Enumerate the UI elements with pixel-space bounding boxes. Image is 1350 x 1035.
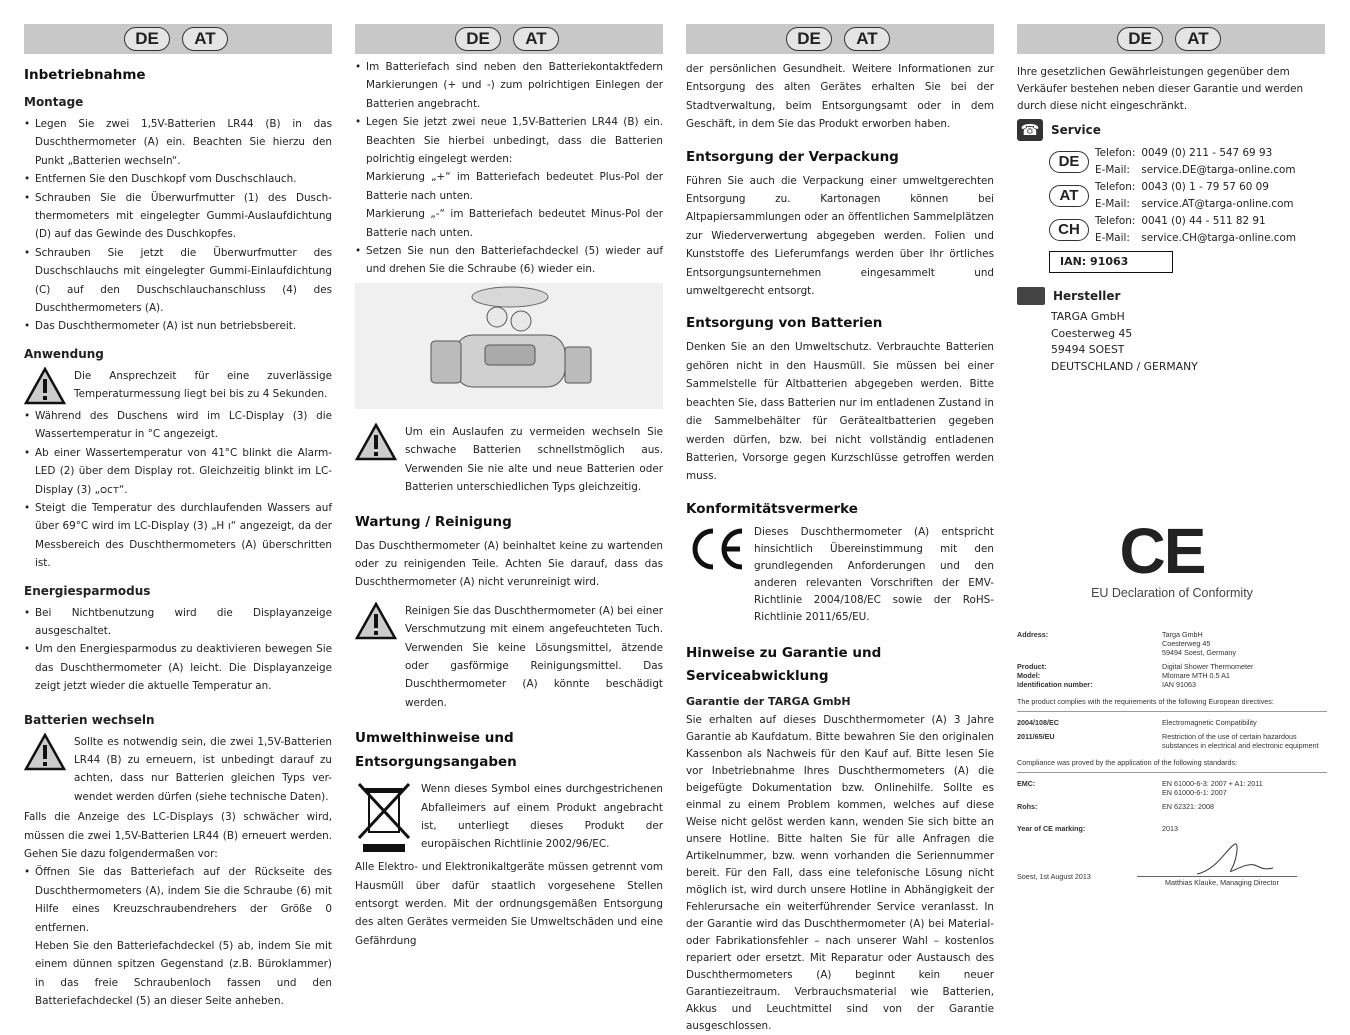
signature-image xyxy=(1187,840,1277,880)
list-item: • Bei Nichtbenutzung wird die Displayanzeige ausgeschaltet. xyxy=(35,604,332,641)
field-value: 59494 Soest, Germany xyxy=(1162,648,1236,657)
list-item: • Um den Energiesparmodus zu deaktivieren bewegen Sie das Duschthermometer (A) leicht. Die Displayanzeige zeigt jetzt wieder die aktuelle Temperatur an. xyxy=(35,640,332,695)
label: Telefon: xyxy=(1095,215,1136,227)
warning-text: Um ein Auslaufen zu vermeiden wechseln Sie schwache Batterien schnellstmöglich aus. Verwenden Sie nie alte und neue Batterien oder Batterien unterschiedlichen Typs gleichzeitig. xyxy=(405,425,663,494)
ce-text: Dieses Duschthermometer (A) entspricht hinsichtlich Übereinstimmung mit den grundlegenden Anforderungen und den anderen relevanten Vorschriften der EMV-Richtlinie 2004/108/EC sowie der RoHS-Richtlinie 2011/65/EU. xyxy=(754,525,994,623)
paragraph: Das Duschthermometer (A) beinhaltet keine zu wartenden oder zu reinigenden Teile. Achten Sie darauf, dass das Duschthermometer (A) nicht verunreinigt wird. xyxy=(355,539,663,589)
manufacturer-address xyxy=(1051,309,1325,375)
field-label: Address: xyxy=(1017,630,1049,639)
subsection-title: Batterien wechseln xyxy=(24,712,155,727)
section-title: Hinweise zu Garantie und Serviceabwicklung xyxy=(686,644,882,684)
ce-mark-icon xyxy=(686,524,746,574)
lang-badge-at: AT xyxy=(844,27,890,51)
field-label: Rohs: xyxy=(1017,802,1038,811)
paragraph: Markierung „-“ im Batteriefach bedeutet Minus-Pol der Batterie nach unten. xyxy=(366,208,663,239)
paragraph: Sie erhalten auf dieses Duschthermometer (A) 3 Jahre Garantie ab Kaufdatum. Bitte bewahren Sie den originalen Kassenbon als Nachweis für den Kauf auf. Bitte lesen Sie vor Inbetriebnahme Ihres Duschthermometers (A) die beigefügte Dokumentation bzw. Onlinehilfe. Sollte es einmal zu einem Problem kommen, welches auf diese Weise nicht gelöst werden kann, wenden Sie sich bitte an unsere Hotline. Bitte halten Sie für alle Anfragen die Artikelnummer, bzw. wenn vorhanden die Seriennummer bereit. Für den Fall, dass eine telefonische Lösung nicht möglich ist, wird durch unsere Hotline in Abhängigkeit der Fehlerursache ein weiterführender Service veranlasst. In der Garantie wird das Duschthermometer (A) bei Material- oder Fabrikationsfehler – nach unserer Wahl – kostenlos repariert oder ersetzt. Mit Reparatur oder Austausch des Duschthermometers (A) beginnt kein neuer Garantiezeitraum. Verbrauchsmaterial wie Batterien, Akkus und Leuchtmittel sind von der Garantie ausgeschlossen. xyxy=(686,713,994,1032)
ian-box: IAN: 91063 xyxy=(1049,251,1173,273)
field-value: EN 62321: 2008 xyxy=(1162,802,1214,811)
field-label: EMC: xyxy=(1017,779,1036,788)
section-title: Umwelthinweise und Entsorgungsangaben xyxy=(355,730,517,771)
warning-icon xyxy=(355,602,397,640)
signer-name: Matthias Klauke, Managing Director xyxy=(1165,878,1279,887)
hersteller-heading xyxy=(1017,287,1325,305)
service-table xyxy=(1049,145,1302,247)
field-label: Product: xyxy=(1017,662,1047,671)
declaration-table xyxy=(1017,630,1327,838)
list-item: • Während des Duschens wird im LC-Display (3) die Wassertemperatur in °C angezeigt. xyxy=(35,407,332,444)
directive-note: The product complies with the requirements of the following European directives: xyxy=(1017,694,1327,712)
lang-badge-at: AT xyxy=(1175,27,1221,51)
signature-area xyxy=(1017,838,1327,890)
place-date: Soest, 1st August 2013 xyxy=(1017,872,1091,881)
warning-text: Reinigen Sie das Duschthermometer (A) bei einer Verschmutzung mit einem angefeuchteten Tuch. Verwenden Sie keine Lösungsmittel, ätzende oder gasförmige Reinigungsmittel. Das Duschthermometer (A) könnte beschädigt werden. xyxy=(405,604,663,709)
standards-note: Compliance was proved by the application of the following standards: xyxy=(1017,755,1327,773)
language-header xyxy=(686,24,994,54)
address-line: TARGA GmbH xyxy=(1051,310,1125,323)
lang-badge-at: AT xyxy=(513,27,559,51)
weee-block xyxy=(355,780,663,856)
weee-text: Wenn dieses Symbol eines durchgestrichenen Abfalleimers auf einem Produkt angebracht ist, unterliegt dieses Produkt der europäischen Richtlinie 2002/96/EC. xyxy=(421,783,663,851)
paragraph: der persönlichen Gesundheit. Weitere Informationen zur Entsorgung des alten Gerätes erhalten Sie bei der Stadtverwaltung, beim Entsorgungsamt oder in dem Geschäft, in dem Sie das Produkt erworben haben. xyxy=(686,63,994,131)
field-value: Restriction of the use of certain hazardous substances in electrical and electronic equipment xyxy=(1162,732,1319,750)
warning-block xyxy=(355,423,663,497)
lang-badge-de: DE xyxy=(455,27,501,51)
truck-icon xyxy=(1017,287,1045,305)
field-value: Coesterweg 45 xyxy=(1162,639,1211,648)
paragraph: Markierung „+“ im Batteriefach bedeutet Plus-Pol der Batterie nach unten. xyxy=(366,171,663,202)
warning-block xyxy=(355,602,663,712)
label: E-Mail: xyxy=(1095,232,1130,244)
battery-list-2 xyxy=(355,242,663,279)
address-line: 59494 SOEST xyxy=(1051,343,1125,356)
label: E-Mail: xyxy=(1095,198,1130,210)
phone-number: 0041 (0) 44 - 511 82 91 xyxy=(1141,215,1266,227)
section-title: Entsorgung der Verpackung xyxy=(686,148,899,165)
list-item: • Schrauben Sie jetzt die Überwurfmutter des Duschschlauchs mit eingelegter Gummi-Einlaufdichtung (C) auf den Duschschlauchanschluss (4) des Duschthermometers (A). xyxy=(35,244,332,318)
list-item: • Steigt die Temperatur des durchlaufenden Wassers auf über 69°C wird im LC-Display (3) „H ı“ angezeigt, da der Messbereich des Duschthermometers (A) überschritten ist. xyxy=(35,499,332,573)
email-link[interactable]: service.DE@targa-online.com xyxy=(1141,164,1296,176)
eu-declaration xyxy=(1017,515,1327,890)
warning-icon xyxy=(355,423,397,461)
country-badge: AT xyxy=(1049,185,1089,207)
email-link[interactable]: service.AT@targa-online.com xyxy=(1141,198,1294,210)
subsection-title: Garantie der TARGA GmbH xyxy=(686,694,851,708)
column-1 xyxy=(24,24,332,1011)
lang-badge-de: DE xyxy=(1117,27,1163,51)
paragraph: Führen Sie auch die Verpackung einer umweltgerechten Entsorgung zu. Kartonagen können bei Altpapiersammlungen oder an öffentlichen Sammelplätzen zur Wiederverwertung abgegeben werden. Folien und Kunststoffe des Lieferumfangs werden über Ihr örtliches Entsorgungsunternehmen eingesammelt und umweltgerecht entsorgt. xyxy=(686,174,994,298)
list-item: • Schrauben Sie die Überwurfmutter (1) des Dusch-thermometers mit eingelegter Gummi-Auslaufdichtung (D) auf das Gewinde des Duschkopfes. xyxy=(35,189,332,244)
ce-block xyxy=(686,524,994,626)
lang-badge-at: AT xyxy=(182,27,228,51)
field-label: 2004/108/EC xyxy=(1017,718,1059,727)
field-value: Mlomare MTH 0.5 A1 xyxy=(1162,671,1230,680)
field-value: EN 61000-6-1: 2007 xyxy=(1162,788,1227,797)
warning-icon xyxy=(24,367,66,405)
warning-text: Die Ansprechzeit für eine zuverlässige Temperaturmessung liegt bei bis zu 4 Sekunden. xyxy=(74,369,332,401)
email-link[interactable]: service.CH@targa-online.com xyxy=(1141,232,1296,244)
field-value: Targa GmbH xyxy=(1162,630,1203,639)
address-line: DEUTSCHLAND / GERMANY xyxy=(1051,359,1198,373)
column-3 xyxy=(686,24,994,1035)
warning-block xyxy=(24,367,332,405)
energie-list xyxy=(24,604,332,696)
field-value: Digital Shower Thermometer xyxy=(1162,662,1254,671)
language-header xyxy=(355,24,663,54)
subsection-title: Montage xyxy=(24,95,84,109)
telephone-icon: ☎ xyxy=(1017,119,1043,141)
field-label: Year of CE marking: xyxy=(1017,824,1086,833)
column-2 xyxy=(355,24,663,950)
ce-logo: CE xyxy=(1119,515,1205,587)
list-item: • Das Duschthermometer (A) ist nun betriebsbereit. xyxy=(35,317,332,335)
language-header xyxy=(1017,24,1325,54)
column-4 xyxy=(1017,24,1325,375)
field-label: Model: xyxy=(1017,671,1041,680)
country-badge: DE xyxy=(1049,151,1089,173)
country-badge: CH xyxy=(1049,219,1089,241)
anwendung-list xyxy=(24,407,332,573)
paragraph: Denken Sie an den Umweltschutz. Verbrauchte Batterien gehören nicht in den Hausmüll. Sie müssen bei einer Sammelstelle für Altbatterien abgegeben werden. Bitte beachten Sie, dass Batterien nur im entladenen Zustand in die Sammelbehälter für Gerätealtbatterien gegeben werden dürfen, bzw. bei nicht vollständig entladenen Batterien, Vorsorge gegen Kurzschlüsse getroffen werden muss. xyxy=(686,341,994,483)
list-item: • Legen Sie jetzt zwei neue 1,5V-Batterien LR44 (B) ein. Beachten Sie hierbei unbedingt, dass die Batterien polrichtig eingelegt werden: xyxy=(366,113,663,168)
battery-list xyxy=(355,58,663,168)
section-title: Entsorgung von Batterien xyxy=(686,315,883,332)
phone-number: 0049 (0) 211 - 547 69 93 xyxy=(1141,147,1273,159)
declaration-title: EU Declaration of Conformity xyxy=(1091,586,1253,600)
field-label: 2011/65/EU xyxy=(1017,732,1055,741)
paragraph: Falls die Anzeige des LC-Displays (3) schwächer wird, müssen die zwei 1,5V-Batterien LR44 (B) erneuert werden. Gehen Sie dazu folgendermaßen vor: xyxy=(24,811,332,860)
warning-block xyxy=(24,733,332,807)
paragraph: Heben Sie den Batteriefachdeckel (5) ab, indem Sie mit einem dünnen spitzen Gegenstand (z.B. Büroklammer) in das freie Schraubenloch fassen und den Batteriefachdeckel (5) an dieser Seite anheben. xyxy=(35,940,332,1008)
field-value: EN 61000-6-3: 2007 + A1: 2011 xyxy=(1162,779,1263,788)
paragraph: Ihre gesetzlichen Gewährleistungen gegenüber dem Verkäufer bestehen neben dieser Garantie und werden durch diese nicht eingeschränkt. xyxy=(1017,66,1304,112)
phone-number: 0043 (0) 1 - 79 57 60 09 xyxy=(1141,181,1269,193)
lang-badge-de: DE xyxy=(124,27,170,51)
montage-list xyxy=(24,115,332,336)
subsection-title: Anwendung xyxy=(24,346,104,361)
batt-list xyxy=(24,863,332,937)
section-title: Konformitätsvermerke xyxy=(686,500,858,517)
service-title: Service xyxy=(1051,123,1101,137)
field-value: Electromagnetic Compatibility xyxy=(1162,718,1257,727)
label: Telefon: xyxy=(1095,181,1136,193)
list-item: • Setzen Sie nun den Batteriefachdeckel (5) wieder auf und drehen Sie die Schraube (6) wieder ein. xyxy=(366,242,663,279)
address-line: Coesterweg 45 xyxy=(1051,326,1133,340)
section-title: Inbetriebnahme xyxy=(24,67,146,83)
service-heading xyxy=(1017,119,1325,141)
hersteller-title: Hersteller xyxy=(1053,289,1121,303)
list-item: • Entfernen Sie den Duschkopf vom Duschschlauch. xyxy=(35,170,332,188)
list-item: • Ab einer Wassertemperatur von 41°C blinkt die Alarm-LED (2) über dem Display rot. Gleichzeitig blinkt im LC-Display (3) „ᴑᴄᴛ“. xyxy=(35,444,332,499)
field-value: 2013 xyxy=(1162,824,1178,833)
paragraph: Alle Elektro- und Elektronikaltgeräte müssen getrennt vom Hausmüll über dafür staatlich vorgesehene Stellen entsorgt werden. Mit der ordnungsgemäßen Entsorgung des alten Gerätes vermeiden Sie Umweltschäden und eine Gefährdung xyxy=(355,861,663,947)
label: Telefon: xyxy=(1095,147,1136,159)
list-item: • Öffnen Sie das Batteriefach auf der Rückseite des Duschthermometers (A), indem Sie die Schraube (6) mit Hilfe eines Kreuzschraubendrehers der Größe 0 entfernen. xyxy=(35,863,332,937)
section-title: Wartung / Reinigung xyxy=(355,513,512,530)
list-item: • Im Batteriefach sind neben den Batteriekontaktfedern Markierungen (+ und -) zum polrichtigen Einlegen der Batterien angebracht. xyxy=(366,58,663,113)
thermometer-battery-image xyxy=(355,283,663,409)
list-item: • Legen Sie zwei 1,5V-Batterien LR44 (B) in das Duschthermometer (A) ein. Beachten Sie hierzu den Punkt „Batterien wechseln“. xyxy=(35,115,332,170)
crossed-bin-icon xyxy=(355,780,413,856)
label: E-Mail: xyxy=(1095,164,1130,176)
subsection-title: Energiesparmodus xyxy=(24,583,151,598)
warning-text: Sollte es notwendig sein, die zwei 1,5V-Batterien LR44 (B) zu erneuern, ist unbedingt darauf zu achten, dass nur Batterien gleichen Typs ver-wendet werden dürfen (siehe technische Daten). xyxy=(74,735,332,803)
warning-icon xyxy=(24,733,66,771)
field-value: IAN 91063 xyxy=(1162,680,1196,689)
language-header xyxy=(24,24,332,54)
lang-badge-de: DE xyxy=(786,27,832,51)
field-label: Identification number: xyxy=(1017,680,1093,689)
